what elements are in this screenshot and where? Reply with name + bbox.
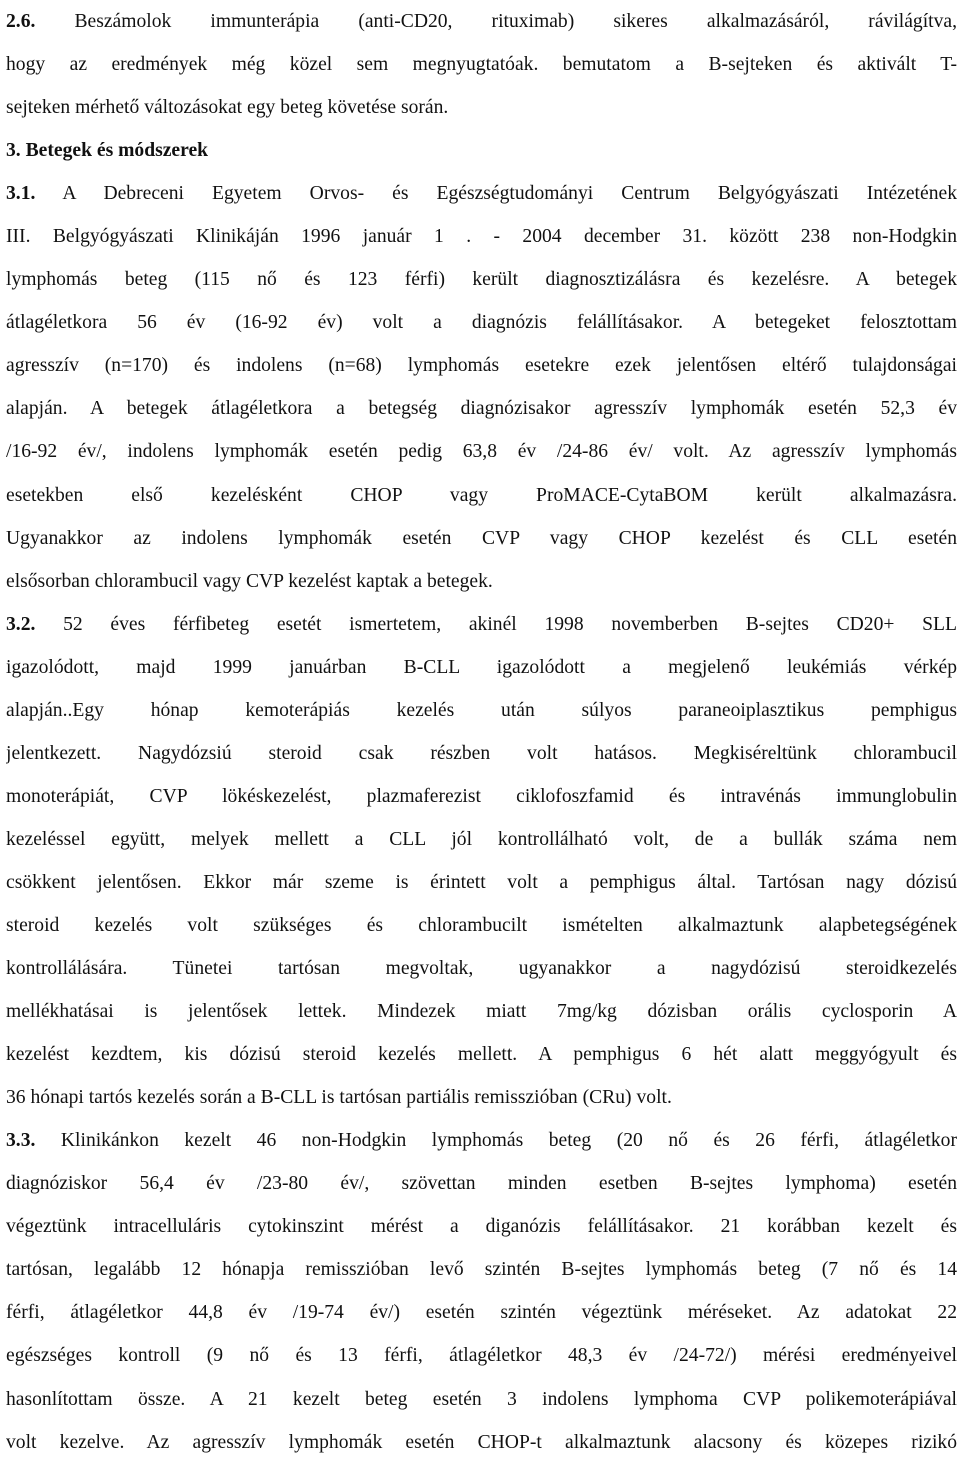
section-2-6 bbox=[6, 0, 957, 129]
line-text: elsősorban chlorambucil vagy CVP kezelést kaptak a betegek. bbox=[6, 570, 493, 592]
line-text: alapján..Egy hónap kemoterápiás kezelés után súlyos paraneoiplasztikus pemphigus bbox=[6, 699, 957, 721]
text-line bbox=[6, 430, 957, 473]
text-line bbox=[6, 1248, 957, 1291]
section-3-3 bbox=[6, 1119, 957, 1463]
text-line bbox=[6, 474, 957, 517]
line-text: Klinikánkon kezelt 46 non-Hodgkin lymphomás beteg (20 nő és 26 férfi, átlagéletkor bbox=[35, 1130, 957, 1152]
line-text: sejteken mérhető változásokat egy beteg követése során. bbox=[6, 97, 449, 119]
line-text: hogy az eredmények még közel sem megnyugtatóak. bemutatom a B-sejteken és aktivált T- bbox=[6, 54, 957, 76]
section-number: 3.1. bbox=[6, 183, 36, 205]
line-text: tartósan, legalább 12 hónapja remisszióban levő szintén B-sejtes lymphomás beteg (7 nő és 14 bbox=[6, 1259, 957, 1281]
section-number: 3.2. bbox=[6, 613, 36, 635]
line-text: kontrollálására. Tünetei tartósan megvoltak, ugyanakkor a nagydózisú steroidkezelés bbox=[6, 958, 957, 980]
text-line bbox=[6, 344, 957, 387]
text-line bbox=[6, 387, 957, 430]
section-number: 2.6. bbox=[6, 11, 36, 32]
text-line bbox=[6, 301, 957, 344]
line-text: Beszámolok immunterápia (anti-CD20, rituximab) sikeres alkalmazásáról, rávilágítva, bbox=[35, 11, 957, 32]
text-line bbox=[6, 86, 957, 129]
text-line bbox=[6, 172, 957, 215]
line-text: mellékhatásai is jelentősek lettek. Mindezek miatt 7mg/kg dózisban orális cyclosporin A bbox=[6, 1001, 957, 1023]
text-line bbox=[6, 1033, 957, 1076]
line-text: alapján. A betegek átlagéletkora a betegség diagnózisakor agresszív lymphomák esetén 52,3 év bbox=[6, 398, 957, 420]
line-text: végeztünk intracelluláris cytokinszint mérést a diganózis felállításakor. 21 korábban kezelt és bbox=[6, 1216, 957, 1238]
text-line bbox=[6, 43, 957, 86]
text-line bbox=[6, 1119, 957, 1162]
text-line bbox=[6, 818, 957, 861]
text-line bbox=[6, 517, 957, 560]
text-line bbox=[6, 947, 957, 990]
line-text: jelentkezett. Nagydózsiú steroid csak részben volt hatásos. Megkiséreltünk chlorambucil bbox=[6, 742, 957, 764]
line-text: steroid kezelés volt szükséges és chlorambucilt ismételten alkalmaztunk alapbetegségének bbox=[6, 914, 957, 936]
text-line bbox=[6, 646, 957, 689]
text-line bbox=[6, 1421, 957, 1464]
line-text: volt kezelve. Az agresszív lymphomák esetén CHOP-t alkalmaztunk alacsony és közepes rizikó bbox=[6, 1431, 957, 1453]
line-text: agresszív (n=170) és indolens (n=68) lymphomás esetekre ezek jelentősen eltérő tulajdonságai bbox=[6, 355, 957, 377]
line-text: 36 hónapi tartós kezelés során a B-CLL is tartósan partiális remisszióban (CRu) volt. bbox=[6, 1087, 672, 1109]
text-line bbox=[6, 861, 957, 904]
section-heading bbox=[6, 129, 957, 172]
text-line bbox=[6, 689, 957, 732]
text-line bbox=[6, 1162, 957, 1205]
line-text: III. Belgyógyászati Klinikáján 1996 január 1 . - 2004 december 31. között 238 non-Hodgkin bbox=[6, 226, 957, 248]
line-text: kezeléssel együtt, melyek mellett a CLL jól kontrollálható volt, de a bullák száma nem bbox=[6, 828, 957, 850]
text-line bbox=[6, 1334, 957, 1377]
document-page bbox=[6, 0, 957, 1464]
line-text: esetekben első kezelésként CHOP vagy ProMACE-CytaBOM került alkalmazásra. bbox=[6, 484, 957, 506]
line-text: 52 éves férfibeteg esetét ismertetem, akinél 1998 novemberben B-sejtes CD20+ SLL bbox=[35, 613, 957, 635]
heading-text: 3. Betegek és módszerek bbox=[6, 140, 209, 162]
text-line bbox=[6, 775, 957, 818]
section-3-heading bbox=[6, 129, 957, 172]
text-line bbox=[6, 258, 957, 301]
line-text: lymphomás beteg (115 nő és 123 férfi) került diagnosztizálásra és kezelésre. A betegek bbox=[6, 269, 957, 291]
text-line bbox=[6, 215, 957, 258]
text-line bbox=[6, 0, 957, 43]
text-line bbox=[6, 990, 957, 1033]
text-line bbox=[6, 1291, 957, 1334]
text-line bbox=[6, 904, 957, 947]
text-line bbox=[6, 1205, 957, 1248]
line-text: monoterápiát, CVP lökéskezelést, plazmaferezist ciklofoszfamid és intravénás immunglobulin bbox=[6, 785, 957, 807]
line-text: kezelést kezdtem, kis dózisú steroid kezelés mellett. A pemphigus 6 hét alatt meggyógyult és bbox=[6, 1044, 957, 1066]
line-text: egészséges kontroll (9 nő és 13 férfi, átlagéletkor 48,3 év /24-72/) mérési eredményeivel bbox=[6, 1345, 957, 1367]
line-text: Ugyanakkor az indolens lymphomák esetén CVP vagy CHOP kezelést és CLL esetén bbox=[6, 527, 957, 549]
text-line bbox=[6, 560, 957, 603]
section-3-2 bbox=[6, 603, 957, 1120]
section-3-1 bbox=[6, 172, 957, 602]
line-text: /16-92 év/, indolens lymphomák esetén pedig 63,8 év /24-86 év/ volt. Az agresszív lymphomás bbox=[6, 441, 957, 463]
line-text: A Debreceni Egyetem Orvos- és Egészségtudományi Centrum Belgyógyászati Intézetének bbox=[35, 183, 957, 205]
line-text: férfi, átlagéletkor 44,8 év /19-74 év/) esetén szintén végeztünk méréseket. Az adatokat 22 bbox=[6, 1302, 957, 1324]
line-text: diagnóziskor 56,4 év /23-80 év/, szövettan minden esetben B-sejtes lymphoma) esetén bbox=[6, 1173, 957, 1195]
text-line bbox=[6, 1378, 957, 1421]
section-number: 3.3. bbox=[6, 1130, 36, 1152]
line-text: hasonlítottam össze. A 21 kezelt beteg esetén 3 indolens lymphoma CVP polikemoterápiával bbox=[6, 1388, 957, 1410]
line-text: átlagéletkora 56 év (16-92 év) volt a diagnózis felállításakor. A betegeket felosztottam bbox=[6, 312, 957, 334]
text-line bbox=[6, 1076, 957, 1119]
text-line bbox=[6, 603, 957, 646]
line-text: csökkent jelentősen. Ekkor már szeme is érintett volt a pemphigus által. Tartósan nagy dózisú bbox=[6, 871, 957, 893]
line-text: igazolódott, majd 1999 januárban B-CLL igazolódott a megjelenő leukémiás vérkép bbox=[6, 656, 957, 678]
text-line bbox=[6, 732, 957, 775]
